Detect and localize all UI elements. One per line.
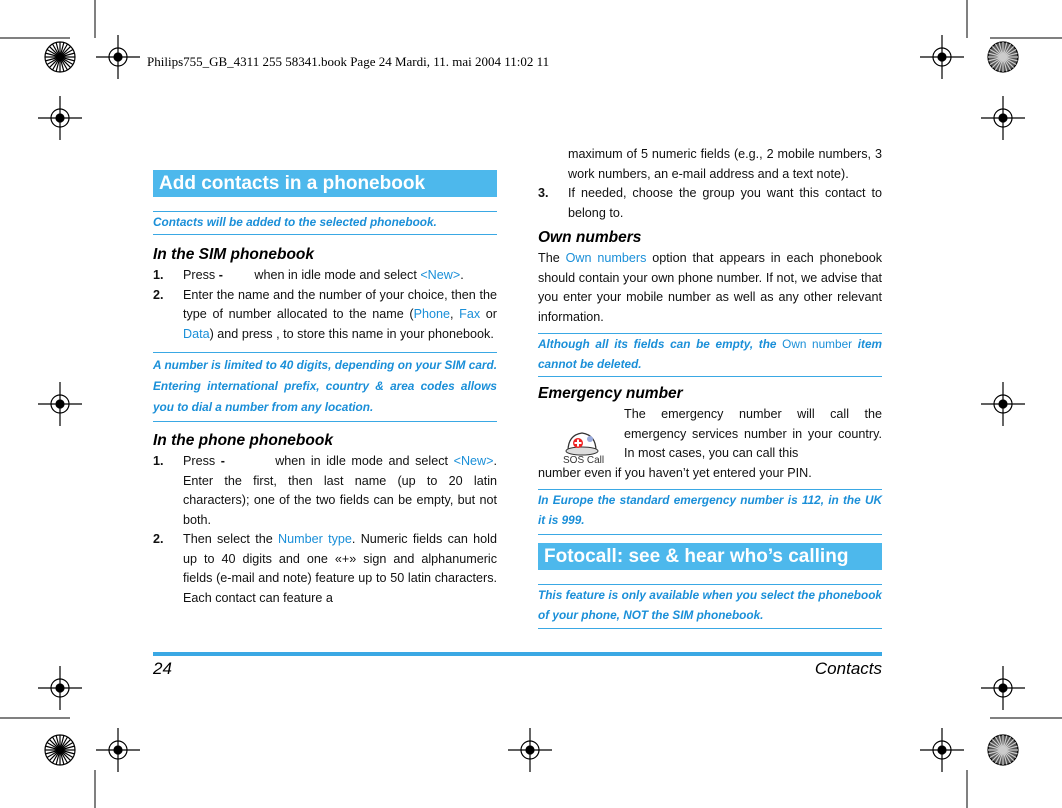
phone-phonebook-heading: In the phone phonebook — [153, 432, 333, 449]
divider — [538, 534, 882, 535]
section-title-fotocall: Fotocall: see & hear who’s calling — [538, 543, 882, 570]
own-numbers-heading: Own numbers — [538, 229, 642, 246]
emergency-body-rest: number even if you haven’t yet entered your PIN. — [538, 465, 812, 480]
sos-call-label: SOS Call — [563, 455, 605, 466]
divider — [153, 234, 497, 235]
data-option: Data — [183, 326, 210, 341]
step-3: 3. If needed, choose the group you want this contact to belong to. — [538, 186, 882, 220]
new-option: <New> — [453, 454, 494, 468]
sos-call-icon — [560, 425, 604, 469]
sim-phonebook-heading: In the SIM phonebook — [153, 246, 315, 263]
divider — [538, 376, 882, 377]
emergency-heading: Emergency number — [538, 385, 683, 402]
divider — [538, 628, 882, 629]
footer-rule — [153, 652, 882, 656]
phone-step-1: 1. Press - when in idle mode and select <New>. Enter the first, then last name (up to 20 latin characters); one of the two fields can be empty, but not both. — [153, 454, 497, 527]
file-info-header: Philips755_GB_4311 255 58341.book Page 24 Mardi, 11. mai 2004 11:02 11 — [147, 54, 550, 69]
page-number: 24 — [153, 659, 172, 678]
new-option: <New> — [420, 268, 461, 282]
chapter-name: Contacts — [814, 659, 882, 678]
continuation-text: maximum of 5 numeric fields (e.g., 2 mobile numbers, 3 work numbers, an e-mail address and a text note). — [568, 147, 882, 181]
left-column — [153, 170, 497, 608]
section-title-add-contacts: Add contacts in a phonebook — [153, 170, 497, 197]
number-type-option: Number type — [278, 532, 352, 546]
own-numbers-option: Own numbers — [565, 251, 647, 265]
own-numbers-body: The Own numbers option that appears in each phonebook should contain your own phone number. If not, we advise that you enter your mobile number as well as any other relevant information. — [538, 251, 882, 324]
phone-step-2: 2. Then select the Number type. Numeric fields can hold up to 40 digits and one «+» sign and alphanumeric fields (e-mail and note) feature up to 50 latin characters. Each contact can feature a — [153, 532, 497, 605]
emergency-note: In Europe the standard emergency number is 112, in the UK it is 999. — [538, 493, 882, 527]
fax-option: Fax — [459, 307, 481, 321]
sim-step-1: 1. Press - when in idle mode and select <New>. — [153, 268, 464, 282]
limit-note: A number is limited to 40 digits, depending on your SIM card. Entering international prefix, country & area codes allows you to dial a number from any location. — [153, 358, 497, 414]
fotocall-note: This feature is only available when you select the phonebook of your phone, NOT the SIM phonebook. — [538, 588, 882, 622]
sim-step-2: 2. Enter the name and the number of your choice, then the type of number allocated to the name (Phone, Fax or Data) and press , to store this name in your phonebook. — [153, 287, 497, 341]
phone-option: Phone — [413, 307, 451, 321]
divider — [153, 421, 497, 422]
right-column — [538, 145, 882, 629]
own-numbers-note: Although all its fields can be empty, the Own number item cannot be deleted. — [538, 337, 882, 371]
divider — [153, 352, 497, 353]
intro-note: Contacts will be added to the selected phonebook. — [153, 215, 437, 229]
emergency-body-first: The emergency number will call the emergency services number in your country. In most cases, you can call this — [624, 407, 882, 460]
